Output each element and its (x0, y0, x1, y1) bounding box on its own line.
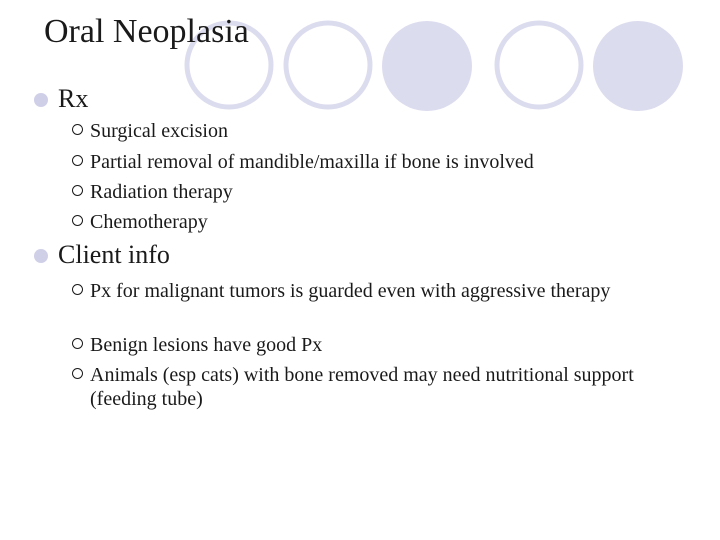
list-item (72, 333, 692, 357)
ring-bullet-icon (72, 185, 83, 196)
list-item (72, 279, 632, 303)
ring-bullet-icon (72, 124, 83, 135)
ring-bullet-icon (72, 284, 83, 295)
list-item (72, 119, 692, 143)
slide-title: Oral Neoplasia (44, 13, 249, 50)
ring-bullet-icon (72, 215, 83, 226)
decor-disc-1 (382, 21, 472, 111)
list-item-text: Surgical excision (90, 120, 228, 142)
decor-ring-2 (286, 23, 370, 107)
list-item-text: Px for malignant tumors is guarded even with aggressive therapy (90, 280, 611, 302)
ring-bullet-icon (72, 338, 83, 349)
ring-bullet-icon (72, 155, 83, 166)
filled-bullet-icon (34, 249, 48, 263)
ring-bullet-icon (72, 368, 83, 379)
filled-bullet-icon (34, 93, 48, 107)
decor-disc-2 (593, 21, 683, 111)
list-item-text: Animals (esp cats) with bone removed may need nutritional support (feeding tube) (90, 364, 634, 410)
section-heading-text: Rx (58, 84, 89, 113)
list-item-text: Partial removal of mandible/maxilla if bone is involved (90, 151, 534, 173)
section-heading-text: Client info (58, 240, 170, 269)
list-item (72, 150, 692, 174)
list-item-text: Benign lesions have good Px (90, 334, 323, 356)
list-item-text: Radiation therapy (90, 181, 233, 203)
list-item-text: Chemotherapy (90, 211, 208, 233)
list-item (72, 210, 692, 234)
decor-ring-3 (497, 23, 581, 107)
list-item (72, 180, 692, 204)
list-item (72, 363, 652, 411)
